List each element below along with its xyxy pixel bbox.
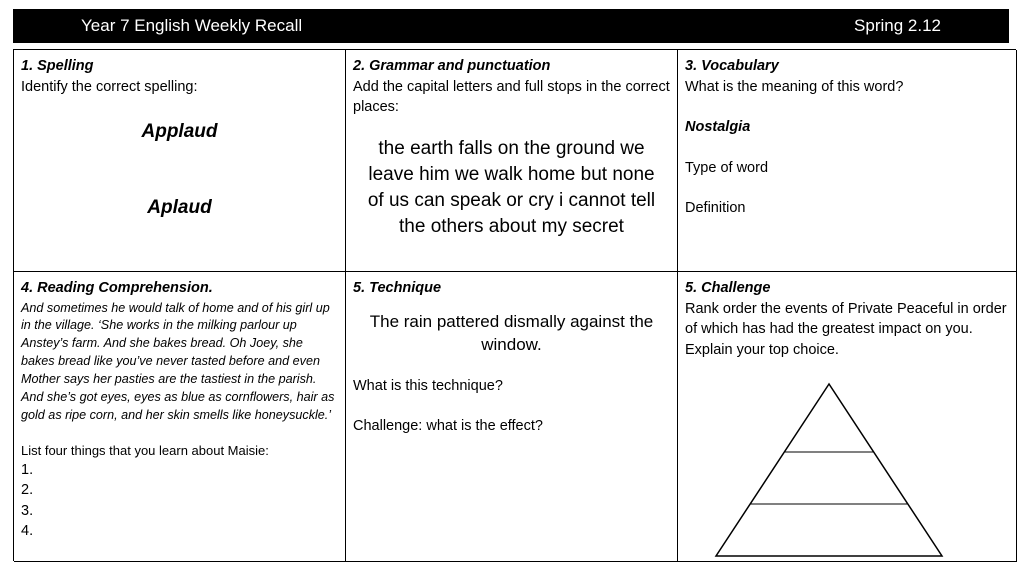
vocabulary-word: Nostalgia	[685, 119, 751, 135]
reading-list-prompt: List four things that you learn about Maisie:	[21, 442, 269, 458]
technique-sentence: The rain pattered dismally against the window.	[369, 311, 654, 354]
recall-grid	[13, 49, 1016, 561]
vocabulary-prompt: What is the meaning of this word?	[685, 78, 904, 95]
grammar-prompt: Add the capital letters and full stops in the correct places:	[353, 78, 670, 115]
word-type-label: Type of word	[685, 159, 769, 176]
challenge-prompt: Rank order the events of Private Peaceful in order of which has had the greatest impact on you. Explain your top choice.	[685, 300, 1007, 358]
pyramid-outline	[716, 384, 942, 556]
reading-passage: And sometimes he would talk of home and of his girl up in the village. ‘She works in the milking parlour up Anstey’s farm. And she bakes bread. Oh Joey, she bakes bread like you’ve never tasted before and even Mother says her pasties are the tastiest in the parish. And she’s got eyes, eyes as blue as cornflowers, hair as gold as ripe corn, and her skin smells like honeysuckle.’	[21, 300, 335, 422]
technique-challenge: Challenge: what is the effect?	[353, 418, 543, 434]
spelling-prompt: Identify the correct spelling:	[21, 78, 198, 95]
ranking-pyramid	[713, 382, 945, 558]
answer-number-2: 2.	[21, 482, 34, 499]
reading-cell	[14, 272, 346, 562]
spelling-heading: 1. Spelling	[21, 58, 94, 74]
spelling-option-2: Aplaud	[147, 197, 212, 218]
grammar-cell	[346, 50, 678, 272]
vocabulary-heading: 3. Vocabulary	[685, 58, 779, 74]
page-title: Year 7 English Weekly Recall	[81, 16, 303, 35]
technique-cell	[346, 272, 678, 562]
term-label: Spring 2.12	[854, 16, 941, 35]
reading-heading: 4. Reading Comprehension.	[21, 280, 213, 296]
definition-label: Definition	[685, 200, 746, 216]
spelling-option-1: Applaud	[141, 121, 218, 142]
answer-number-4: 4.	[21, 523, 34, 540]
answer-number-1: 1.	[21, 461, 34, 478]
vocabulary-cell	[678, 50, 1017, 272]
answer-number-3: 3.	[21, 502, 34, 519]
technique-heading: 5. Technique	[353, 280, 442, 296]
challenge-heading: 5. Challenge	[685, 280, 771, 296]
header-bar	[13, 9, 1009, 43]
challenge-cell	[678, 272, 1017, 562]
grammar-heading: 2. Grammar and punctuation	[353, 58, 551, 74]
spelling-cell	[14, 50, 346, 272]
grammar-sentence: the earth falls on the ground we leave him we walk home but none of us can speak or cry i cannot tell the others about my secret	[367, 137, 656, 237]
technique-question: What is this technique?	[353, 377, 503, 394]
